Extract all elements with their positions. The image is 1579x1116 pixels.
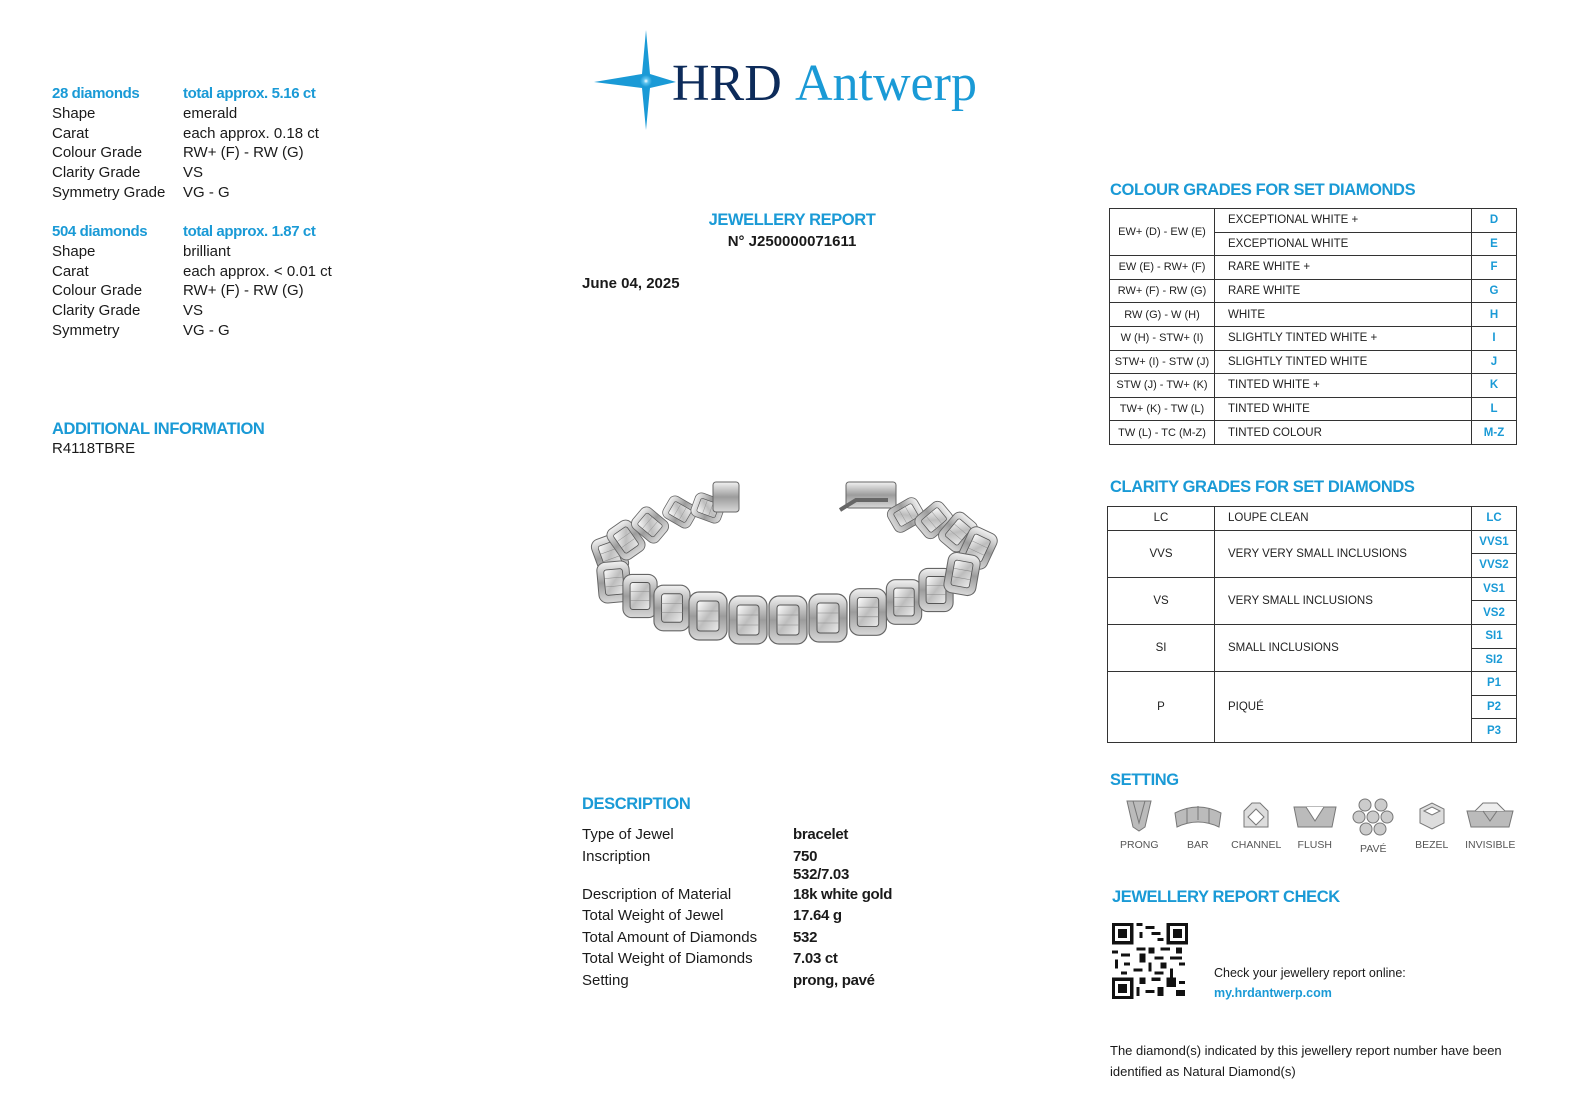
colour-range: EW+ (D) - EW (E)	[1110, 209, 1215, 256]
group-header	[52, 84, 372, 104]
desc-label: Description of Material	[582, 885, 732, 903]
colour-range: W (H) - STW+ (I)	[1110, 326, 1215, 350]
colour-name: WHITE	[1215, 303, 1472, 327]
setting-invisible	[1461, 797, 1520, 855]
clarity-grades-title: CLARITY GRADES FOR SET DIAMONDS	[1110, 478, 1415, 496]
setting-label: CHANNEL	[1231, 839, 1282, 851]
clarity-grade: VS2	[1472, 601, 1517, 625]
colour-name: EXCEPTIONAL WHITE +	[1215, 209, 1472, 233]
inscription-line: 750	[793, 847, 818, 865]
field-value: VS	[183, 164, 204, 182]
colour-name: RARE WHITE	[1215, 279, 1472, 303]
desc-label: Total Weight of Jewel	[582, 907, 724, 924]
description-title: DESCRIPTION	[582, 795, 691, 813]
setting-label: INVISIBLE	[1465, 839, 1516, 851]
colour-range: EW (E) - RW+ (F)	[1110, 256, 1215, 280]
flush-icon	[1292, 797, 1338, 833]
colour-name: TINTED COLOUR	[1215, 421, 1472, 445]
setting-bezel	[1403, 797, 1462, 855]
desc-value: prong, pavé	[793, 971, 875, 989]
setting-pave	[1344, 797, 1403, 855]
field-label: Clarity Grade	[52, 164, 141, 182]
colour-letter: D	[1472, 209, 1517, 233]
setting-label: BAR	[1186, 839, 1209, 851]
setting-flush	[1286, 797, 1345, 855]
desc-label: Total Amount of Diamonds	[582, 928, 758, 946]
field-label: Carat	[52, 124, 89, 142]
colour-range: STW+ (I) - STW (J)	[1110, 350, 1215, 374]
colour-letter: M-Z	[1472, 421, 1517, 445]
clarity-grade: LC	[1472, 507, 1517, 531]
colour-name: TINTED WHITE +	[1215, 374, 1472, 398]
clarity-grade: VVS1	[1472, 530, 1517, 554]
colour-letter: L	[1472, 397, 1517, 421]
desc-value: 18k white gold	[793, 885, 893, 903]
setting-label: FLUSH	[1297, 839, 1332, 851]
channel-icon	[1238, 797, 1274, 833]
desc-label: Type of Jewel	[582, 826, 674, 843]
diamond-count: 28 diamonds	[52, 85, 140, 102]
setting-prong	[1110, 797, 1169, 855]
clarity-name: LOUPE CLEAN	[1215, 507, 1472, 531]
field-label: Shape	[52, 104, 96, 122]
desc-value: 17.64 g	[793, 907, 842, 924]
prong-icon	[1121, 797, 1157, 833]
desc-value: 7.03 ct	[793, 950, 838, 967]
check-url-link[interactable]: my.hrdantwerp.com	[1214, 986, 1332, 1000]
colour-name: SLIGHTLY TINTED WHITE +	[1215, 326, 1472, 350]
report-check-title: JEWELLERY REPORT CHECK	[1112, 888, 1340, 906]
clarity-grade: VVS2	[1472, 554, 1517, 578]
field-label: Symmetry	[52, 321, 120, 339]
field-label: Clarity Grade	[52, 302, 141, 320]
colour-range: RW (G) - W (H)	[1110, 303, 1215, 327]
diamond-count: 504 diamonds	[52, 223, 148, 240]
field-label: Shape	[52, 242, 96, 260]
clarity-grade: P1	[1472, 672, 1517, 696]
report-check-text-block	[1214, 963, 1406, 1003]
colour-letter: I	[1472, 326, 1517, 350]
colour-letter: H	[1472, 303, 1517, 327]
colour-letter: G	[1472, 279, 1517, 303]
setting-title: SETTING	[1110, 771, 1179, 789]
clarity-code: LC	[1108, 507, 1215, 531]
report-date: June 04, 2025	[582, 275, 680, 292]
additional-info-value: R4118TBRE	[52, 440, 136, 457]
inscription-line: 532/7.03	[793, 865, 849, 883]
clarity-name: VERY SMALL INCLUSIONS	[1215, 577, 1472, 624]
report-number: N° J250000071611	[727, 233, 857, 250]
colour-range: STW (J) - TW+ (K)	[1110, 374, 1215, 398]
colour-grades-title: COLOUR GRADES FOR SET DIAMONDS	[1110, 181, 1416, 199]
field-label: Carat	[52, 262, 89, 280]
colour-name: RARE WHITE +	[1215, 256, 1472, 280]
desc-value: bracelet	[793, 826, 849, 843]
qr-code[interactable]	[1112, 923, 1188, 999]
diamond-total: total approx. 5.16 ct	[183, 85, 316, 102]
setting-icons	[1110, 797, 1520, 855]
colour-letter: E	[1472, 232, 1517, 256]
setting-label: BEZEL	[1415, 839, 1449, 851]
hrd-antwerp-logo	[592, 26, 1012, 136]
colour-range: RW+ (F) - RW (G)	[1110, 279, 1215, 303]
clarity-grade: P2	[1472, 695, 1517, 719]
field-label: Colour Grade	[52, 282, 143, 300]
field-value: VS	[183, 302, 204, 320]
colour-name: EXCEPTIONAL WHITE	[1215, 232, 1472, 256]
desc-value-inscription	[793, 846, 849, 884]
colour-grades-table	[1109, 208, 1517, 445]
field-value: RW+ (F) - RW (G)	[183, 282, 304, 300]
field-value: each approx. < 0.01 ct	[183, 262, 332, 280]
check-instruction: Check your jewellery report online:	[1214, 966, 1406, 980]
field-label: Colour Grade	[52, 144, 143, 162]
setting-bar	[1169, 797, 1228, 855]
desc-label: Total Weight of Diamonds	[582, 950, 753, 967]
desc-label: Inscription	[582, 847, 651, 865]
colour-name: TINTED WHITE	[1215, 397, 1472, 421]
desc-label: Setting	[582, 971, 629, 989]
clarity-grade: SI2	[1472, 648, 1517, 672]
clarity-code: VVS	[1108, 530, 1215, 577]
diamond-group-2	[52, 222, 372, 341]
setting-channel	[1227, 797, 1286, 855]
pave-icon	[1351, 797, 1395, 837]
clarity-grade: VS1	[1472, 577, 1517, 601]
colour-letter: K	[1472, 374, 1517, 398]
bracelet-image	[588, 470, 998, 655]
clarity-name: VERY VERY SMALL INCLUSIONS	[1215, 530, 1472, 577]
clarity-grade: P3	[1472, 719, 1517, 743]
setting-label: PRONG	[1119, 839, 1159, 851]
colour-letter: J	[1472, 350, 1517, 374]
clarity-code: P	[1108, 672, 1215, 743]
clarity-name: SMALL INCLUSIONS	[1215, 624, 1472, 671]
clarity-code: VS	[1108, 577, 1215, 624]
description-block	[582, 824, 892, 991]
group-header	[52, 222, 372, 242]
field-label: Symmetry Grade	[52, 183, 166, 201]
colour-letter: F	[1472, 256, 1517, 280]
report-title: JEWELLERY REPORT	[708, 211, 876, 229]
colour-range: TW+ (K) - TW (L)	[1110, 397, 1215, 421]
field-value: RW+ (F) - RW (G)	[183, 144, 304, 162]
bezel-icon	[1414, 797, 1450, 833]
setting-label: PAVÉ	[1360, 843, 1387, 855]
field-value: VG - G	[183, 183, 230, 201]
field-value: brilliant	[183, 242, 231, 260]
clarity-name: PIQUÉ	[1215, 672, 1472, 743]
natural-diamond-statement: The diamond(s) indicated by this jewellery report number have been identified as Natural Diamond(s)	[1110, 1043, 1502, 1079]
bar-icon	[1173, 797, 1223, 833]
invisible-icon	[1465, 797, 1515, 833]
clarity-grades-table	[1107, 506, 1517, 743]
additional-info-title: ADDITIONAL INFORMATION	[52, 420, 265, 438]
logo-hrd-text: HRD	[672, 55, 782, 112]
desc-value: 532	[793, 928, 818, 946]
clarity-grade: SI1	[1472, 624, 1517, 648]
diamond-group-1	[52, 84, 372, 203]
colour-range: TW (L) - TC (M-Z)	[1110, 421, 1215, 445]
clarity-code: SI	[1108, 624, 1215, 671]
diamond-total: total approx. 1.87 ct	[183, 223, 316, 240]
field-value: each approx. 0.18 ct	[183, 124, 319, 142]
field-value: emerald	[183, 104, 238, 122]
colour-name: SLIGHTLY TINTED WHITE	[1215, 350, 1472, 374]
logo-antwerp-text: Antwerp	[795, 55, 977, 112]
field-value: VG - G	[183, 321, 230, 339]
